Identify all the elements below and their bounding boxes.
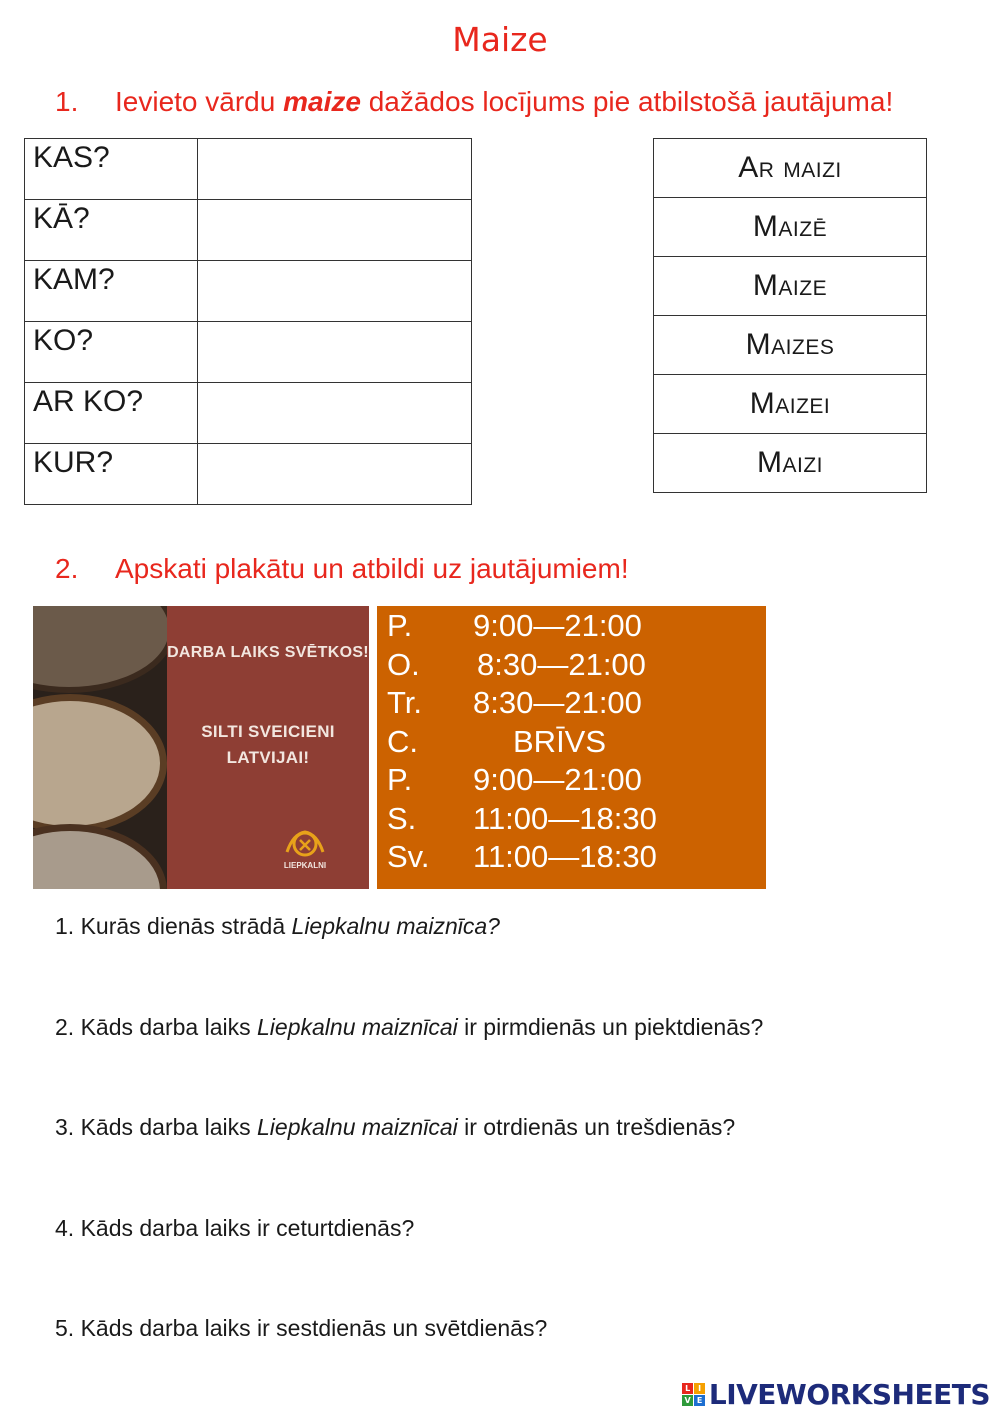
- table-row: [25, 444, 472, 505]
- question-text-end: ir pirmdienās un piektdienās?: [457, 1014, 764, 1040]
- hours-time: 8:30—21:00: [477, 647, 646, 682]
- hours-row: [387, 647, 646, 683]
- task2-heading: [55, 553, 629, 585]
- draggable-option[interactable]: Maizē: [654, 198, 927, 257]
- table-row: [25, 139, 472, 200]
- table-row: [25, 200, 472, 261]
- question-italic: Liepkalnu maiznīcai: [257, 1014, 458, 1040]
- hours-time: 11:00—18:30: [473, 801, 657, 836]
- case-question: KAM?: [25, 261, 198, 322]
- answer-drop-zone[interactable]: [198, 322, 472, 383]
- table-row: [654, 257, 927, 316]
- question-2: [55, 1014, 763, 1041]
- hours-day: C.: [387, 724, 418, 759]
- question-italic: Liepkalnu maiznīca?: [291, 913, 500, 939]
- poster-greeting-line2: LATVIJAI!: [226, 748, 310, 767]
- bread-photo: [33, 606, 167, 889]
- task2-text: Apskati plakātu un atbildi uz jautājumiem!: [115, 553, 629, 584]
- hours-day: P.: [387, 762, 413, 797]
- poster-greeting-line1: SILTI SVEICIENI: [201, 722, 335, 741]
- bakery-poster: [33, 606, 369, 889]
- question-1: [55, 913, 500, 940]
- hours-day: Sv.: [387, 839, 430, 874]
- table-row: [654, 434, 927, 493]
- answer-drop-zone[interactable]: [198, 200, 472, 261]
- table-row: [654, 198, 927, 257]
- question-5: [55, 1315, 547, 1342]
- hours-day: P.: [387, 608, 413, 643]
- liepkalni-logo: [283, 828, 327, 872]
- table-row: [25, 383, 472, 444]
- question-text-end: ir otrdienās un trešdienās?: [457, 1114, 736, 1140]
- hours-row: [387, 762, 642, 798]
- question-text: 5. Kāds darba laiks ir sestdienās un svētdienās?: [55, 1315, 548, 1341]
- question-3: [55, 1114, 735, 1141]
- table-row: [654, 316, 927, 375]
- hours-row: [387, 801, 657, 837]
- case-question: KUR?: [25, 444, 198, 505]
- hours-time: 11:00—18:30: [473, 839, 657, 874]
- wheat-logo-icon: [283, 828, 327, 858]
- logo-text: LIEPKALNI: [283, 861, 327, 870]
- hours-time: 9:00—21:00: [473, 608, 642, 643]
- question-4: [55, 1215, 414, 1242]
- hours-time: 8:30—21:00: [473, 685, 642, 720]
- case-question: KAS?: [25, 139, 198, 200]
- table-row: [654, 375, 927, 434]
- draggable-option[interactable]: Maizes: [654, 316, 927, 375]
- hours-time: 9:00—21:00: [473, 762, 642, 797]
- task2-number: 2.: [55, 553, 79, 584]
- opening-hours-panel: [377, 606, 766, 889]
- question-text: 4. Kāds darba laiks ir ceturtdienās?: [55, 1215, 415, 1241]
- question-text: 1. Kurās dienās strādā: [55, 913, 292, 939]
- task1-text-before: Ievieto vārdu: [115, 86, 284, 117]
- bread-slice-icon: [33, 824, 167, 889]
- case-question: KO?: [25, 322, 198, 383]
- table-row: [25, 322, 472, 383]
- table-row: [654, 139, 927, 198]
- task1-text-after: dažādos locījums pie atbilstošā jautājuma!: [360, 86, 894, 117]
- question-text: 3. Kāds darba laiks: [55, 1114, 258, 1140]
- hours-row: [387, 724, 606, 760]
- bread-slice-icon: [33, 606, 167, 693]
- liveworksheets-logo-icon: L I V E: [682, 1383, 705, 1406]
- hours-row: [387, 839, 657, 875]
- hours-time: BRĪVS: [513, 724, 607, 759]
- hours-row: [387, 685, 642, 721]
- answer-drop-zone[interactable]: [198, 261, 472, 322]
- liveworksheets-brand[interactable]: [682, 1378, 990, 1411]
- answer-drop-zone[interactable]: [198, 383, 472, 444]
- hours-row: [387, 608, 642, 644]
- answer-drop-zone[interactable]: [198, 444, 472, 505]
- draggable-option[interactable]: Maizi: [654, 434, 927, 493]
- question-table: [24, 138, 472, 505]
- question-text: 2. Kāds darba laiks: [55, 1014, 258, 1040]
- page-title: Maize: [452, 20, 548, 59]
- bread-slice-icon: [33, 694, 167, 833]
- hours-day: Tr.: [387, 685, 423, 720]
- task1-heading: [55, 86, 893, 118]
- hours-day: O.: [387, 647, 420, 682]
- task1-keyword: maize: [283, 86, 361, 117]
- table-row: [25, 261, 472, 322]
- options-table: [653, 138, 927, 493]
- poster-headline: DARBA LAIKS SVĒTKOS!: [167, 644, 369, 661]
- draggable-option[interactable]: Maize: [654, 257, 927, 316]
- task1-number: 1.: [55, 86, 79, 117]
- answer-drop-zone[interactable]: [198, 139, 472, 200]
- case-question: KĀ?: [25, 200, 198, 261]
- hours-day: S.: [387, 801, 417, 836]
- draggable-option[interactable]: Maizei: [654, 375, 927, 434]
- case-question: AR KO?: [25, 383, 198, 444]
- draggable-option[interactable]: Ar maizi: [654, 139, 927, 198]
- brand-name: LIVEWORKSHEETS: [708, 1378, 990, 1411]
- question-italic: Liepkalnu maiznīcai: [257, 1114, 458, 1140]
